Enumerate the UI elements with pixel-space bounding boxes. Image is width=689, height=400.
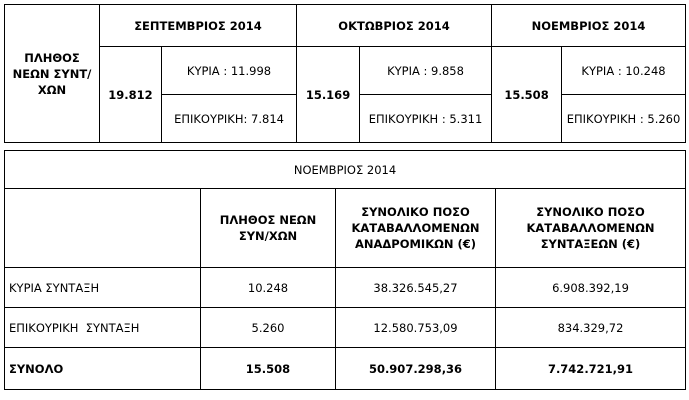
header-new-pensioners: ΠΛΗΘΟΣ ΝΕΩΝ ΣΥΝ/ΧΩΝ xyxy=(201,189,336,268)
main-pension-amount: 6.908.392,19 xyxy=(496,268,686,308)
october-supplementary: ΕΠΙΚΟΥΡΙΚΗ : 5.311 xyxy=(360,95,492,143)
supplementary-new-pensioners: 5.260 xyxy=(201,308,336,348)
total-new-pensioners: 15.508 xyxy=(201,348,336,390)
october-main: ΚΥΡΙΑ : 9.858 xyxy=(360,47,492,95)
total-retroactive-amount: 50.907.298,36 xyxy=(336,348,496,390)
detail-table-title: ΝΟΕΜΒΡΙΟΣ 2014 xyxy=(5,151,686,189)
total-pension-amount: 7.742.721,91 xyxy=(496,348,686,390)
supplementary-pension-amount: 834.329,72 xyxy=(496,308,686,348)
row-label-supplementary: ΕΠΙΚΟΥΡΙΚΗ ΣΥΝΤΑΞΗ xyxy=(5,308,201,348)
november-total: 15.508 xyxy=(492,47,562,143)
table-row xyxy=(5,268,686,308)
main-retroactive-amount: 38.326.545,27 xyxy=(336,268,496,308)
table-row xyxy=(5,308,686,348)
month-header-november: ΝΟΕΜΒΡΙΟΣ 2014 xyxy=(492,5,686,47)
detail-header-row xyxy=(5,189,686,268)
header-empty-cell xyxy=(5,189,201,268)
main-new-pensioners: 10.248 xyxy=(201,268,336,308)
month-header-october: ΟΚΤΩΒΡΙΟΣ 2014 xyxy=(297,5,492,47)
monthly-summary-table xyxy=(4,4,686,143)
header-total-retroactive: ΣΥΝΟΛΙΚΟ ΠΟΣΟ ΚΑΤΑΒΑΛΛΟΜΕΝΩΝ ΑΝΑΔΡΟΜΙΚΩΝ (€) xyxy=(336,189,496,268)
september-total: 19.812 xyxy=(100,47,162,143)
row-label-total: ΣΥΝΟΛΟ xyxy=(5,348,201,390)
main-pension-row xyxy=(5,47,686,95)
november-main: ΚΥΡΙΑ : 10.248 xyxy=(562,47,686,95)
november-detail-table xyxy=(4,150,686,390)
row-header-new-pensioners: ΠΛΗΘΟΣ ΝΕΩΝ ΣΥΝΤ/ΧΩΝ xyxy=(5,5,100,143)
month-header-row xyxy=(5,5,686,47)
detail-title-row xyxy=(5,151,686,189)
november-supplementary: ΕΠΙΚΟΥΡΙΚΗ : 5.260 xyxy=(562,95,686,143)
september-main: ΚΥΡΙΑ : 11.998 xyxy=(162,47,297,95)
october-total: 15.169 xyxy=(297,47,360,143)
september-supplementary: ΕΠΙΚΟΥΡΙΚΗ: 7.814 xyxy=(162,95,297,143)
supplementary-retroactive-amount: 12.580.753,09 xyxy=(336,308,496,348)
month-header-september: ΣΕΠΤΕΜΒΡΙΟΣ 2014 xyxy=(100,5,297,47)
total-row xyxy=(5,348,686,390)
row-label-main: ΚΥΡΙΑ ΣΥΝΤΑΞΗ xyxy=(5,268,201,308)
header-total-pensions: ΣΥΝΟΛΙΚΟ ΠΟΣΟ ΚΑΤΑΒΑΛΛΟΜΕΝΩΝ ΣΥΝΤΑΞΕΩΝ (€) xyxy=(496,189,686,268)
